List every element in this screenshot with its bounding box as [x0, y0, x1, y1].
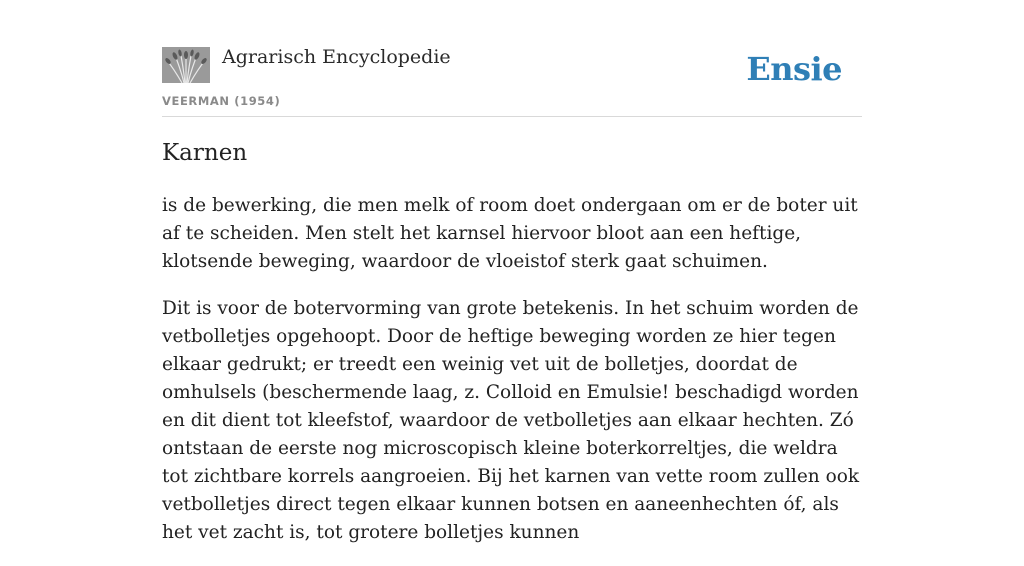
article-body [162, 192, 862, 566]
ensie-logo-link[interactable]: Ensie [746, 50, 842, 88]
edition-label[interactable]: VEERMAN (1954) [162, 94, 281, 108]
wheat-sheaf-icon[interactable] [162, 47, 210, 83]
site-title[interactable]: Agrarisch Encyclopedie [222, 46, 451, 68]
site-header [162, 0, 862, 117]
article-paragraph: is de bewerking, die men melk of room doet ondergaan om er de boter uit af te scheiden. Men stelt het karnsel hiervoor bloot aan een heftige, klotsende beweging, waardoor de vloeistof sterk gaat schuimen. [162, 195, 858, 272]
article-title: Karnen [162, 140, 248, 166]
article-paragraph: Dit is voor de botervorming van grote betekenis. In het schuim worden de vetbolletjes opgehoopt. Door de heftige beweging worden ze hier tegen elkaar gedrukt; er treedt een weinig vet uit de bolletjes, doordat de omhulsels (beschermende laag, z. Colloid en Emulsie! beschadigd worden en dit dient tot kleefstof, waardoor de vetbolletjes aan elkaar hechten. Zó ontstaan de eerste nog microscopisch kleine boterkorreltjes, die weldra tot zichtbare korrels aangroeien. Bij het karnen van vette room zullen ook vetbolletjes direct tegen elkaar kunnen botsen en aaneenhechten óf, als het vet zacht is, tot grotere bolletjes kunnen [162, 298, 860, 543]
page [162, 0, 862, 543]
